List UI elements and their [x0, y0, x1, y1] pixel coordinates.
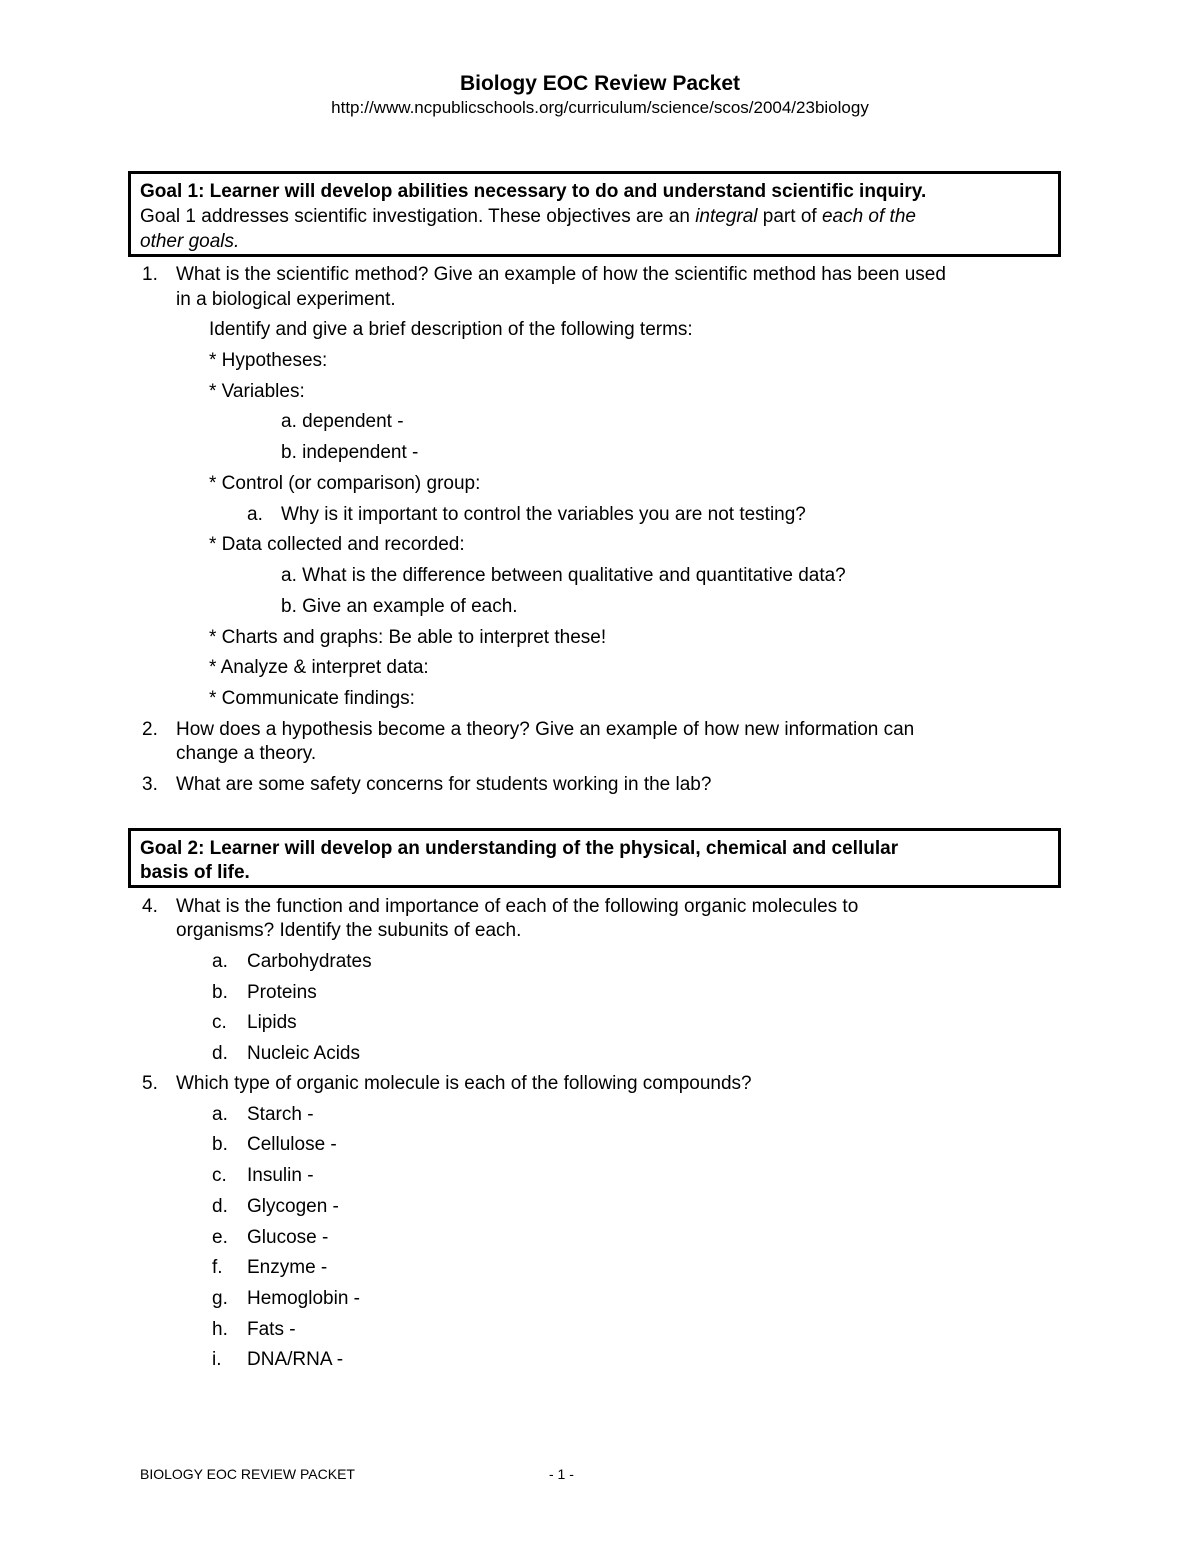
term-hypotheses: * Hypotheses:: [209, 350, 328, 371]
question-1-number: 1.: [142, 264, 158, 285]
list-item-label: f.: [212, 1257, 223, 1278]
term-analyze: * Analyze & interpret data:: [209, 657, 429, 678]
question-3-line-1: What are some safety concerns for students working in the lab?: [176, 774, 712, 795]
list-item: Hemoglobin -: [247, 1288, 360, 1309]
question-4-line-2: organisms? Identify the subunits of each.: [176, 920, 522, 941]
goal-2-heading-line-1: Goal 2: Learner will develop an understanding of the physical, chemical and cellular: [140, 838, 899, 859]
list-item-label: b.: [212, 982, 228, 1003]
list-item-label: d.: [212, 1043, 228, 1064]
footer-title: BIOLOGY EOC REVIEW PACKET: [140, 1466, 355, 1482]
question-5-number: 5.: [142, 1073, 158, 1094]
goal-1-heading: Goal 1: Learner will develop abilities necessary to do and understand scientific inquiry.: [140, 181, 927, 202]
list-item: Fats -: [247, 1319, 296, 1340]
question-3-number: 3.: [142, 774, 158, 795]
data-question-a: a. What is the difference between qualitative and quantitative data?: [281, 565, 846, 586]
list-item: Cellulose -: [247, 1134, 337, 1155]
data-question-b: b. Give an example of each.: [281, 596, 518, 617]
list-item-label: d.: [212, 1196, 228, 1217]
terms-intro: Identify and give a brief description of the following terms:: [209, 319, 693, 340]
list-item: Glucose -: [247, 1227, 329, 1248]
variable-dependent: a. dependent -: [281, 411, 404, 432]
list-item: Lipids: [247, 1012, 297, 1033]
list-item-label: a.: [212, 1104, 228, 1125]
control-a-question: Why is it important to control the variables you are not testing?: [281, 504, 806, 525]
question-2-line-1: How does a hypothesis become a theory? Give an example of how new information can: [176, 719, 915, 740]
curriculum-url: http://www.ncpublicschools.org/curriculum/science/scos/2004/23biology: [331, 98, 869, 117]
list-item: Glycogen -: [247, 1196, 339, 1217]
term-variables: * Variables:: [209, 381, 305, 402]
list-item: Insulin -: [247, 1165, 314, 1186]
list-item-label: e.: [212, 1227, 228, 1248]
list-item-label: c.: [212, 1012, 227, 1033]
question-5-line-1: Which type of organic molecule is each of the following compounds?: [176, 1073, 752, 1094]
list-item-label: g.: [212, 1288, 228, 1309]
list-item-label: b.: [212, 1134, 228, 1155]
goal-1-description-line-2: [140, 231, 239, 253]
goal-1-desc-each: each of the: [821, 206, 916, 227]
list-item-label: i.: [212, 1349, 222, 1370]
goal-2-heading-line-2: basis of life.: [140, 862, 250, 883]
control-a-label: a.: [247, 504, 263, 525]
term-charts-graphs: * Charts and graphs: Be able to interpret these!: [209, 627, 607, 648]
list-item-label: c.: [212, 1165, 227, 1186]
goal-1-desc-integral: integral: [695, 206, 758, 227]
list-item: DNA/RNA -: [247, 1349, 344, 1370]
question-2-number: 2.: [142, 719, 158, 740]
list-item-label: a.: [212, 951, 228, 972]
question-4-line-1: What is the function and importance of each of the following organic molecules to: [176, 896, 859, 917]
list-item: Nucleic Acids: [247, 1043, 360, 1064]
list-item-label: h.: [212, 1319, 228, 1340]
term-communicate: * Communicate findings:: [209, 688, 415, 709]
question-1-line-2: in a biological experiment.: [176, 289, 396, 310]
list-item: Starch -: [247, 1104, 314, 1125]
term-control-group: * Control (or comparison) group:: [209, 473, 481, 494]
list-item: Carbohydrates: [247, 951, 372, 972]
question-2-line-2: change a theory.: [176, 743, 317, 764]
term-data-collected: * Data collected and recorded:: [209, 534, 465, 555]
question-4-number: 4.: [142, 896, 158, 917]
goal-1-description: [140, 206, 916, 228]
goal-1-desc-b: part of: [757, 206, 822, 227]
list-item: Proteins: [247, 982, 317, 1003]
question-1-line-1: What is the scientific method? Give an example of how the scientific method has been used: [176, 264, 946, 285]
page-number: - 1 -: [549, 1466, 574, 1482]
list-item: Enzyme -: [247, 1257, 328, 1278]
variable-independent: b. independent -: [281, 442, 419, 463]
goal-1-desc-other: other goals.: [140, 231, 240, 252]
page-title: Biology EOC Review Packet: [459, 72, 741, 95]
goal-1-desc-a: Goal 1 addresses scientific investigation. These objectives are an: [140, 206, 696, 227]
